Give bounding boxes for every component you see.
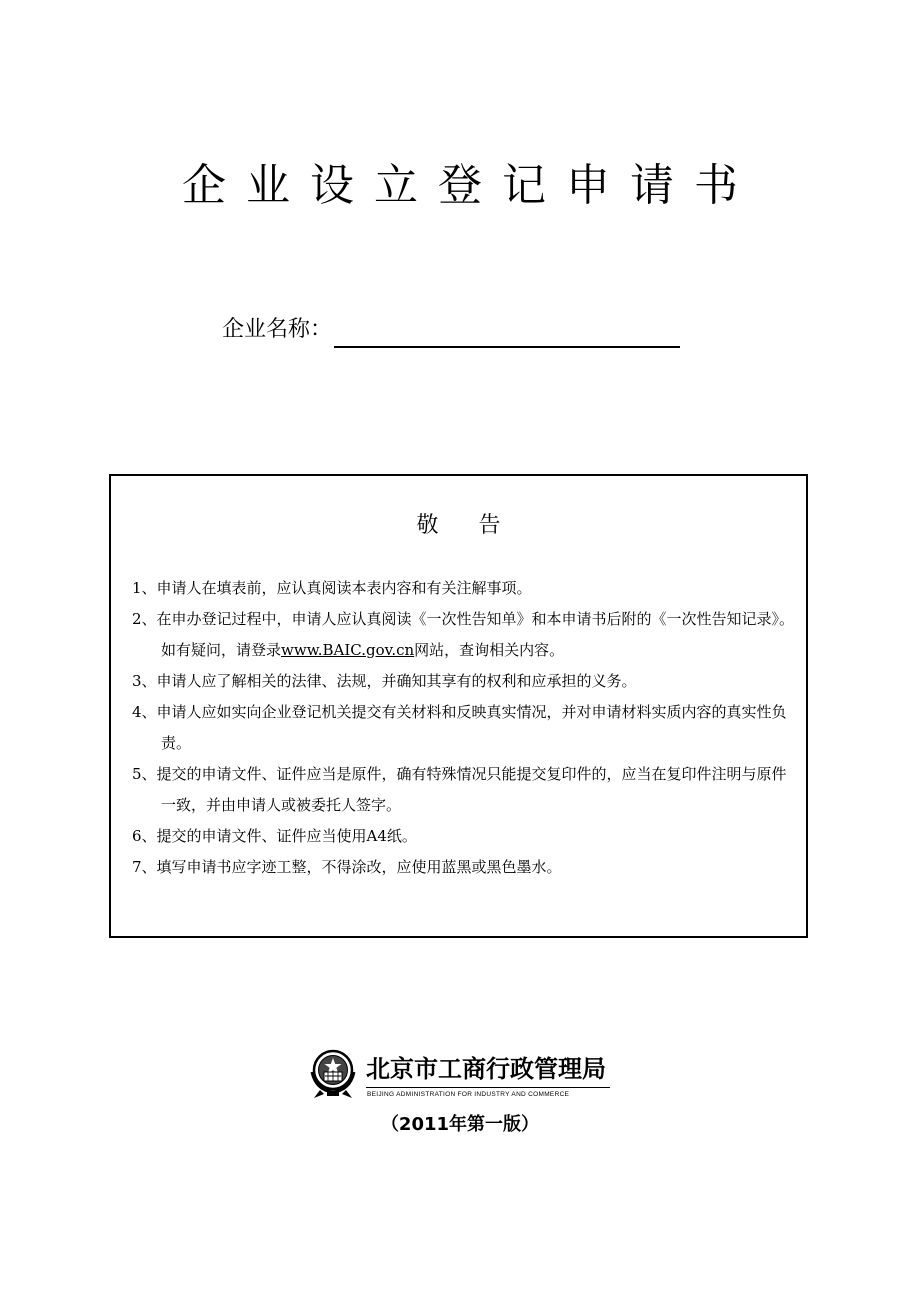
agency-name-english: BEIJING ADMINISTRATION FOR INDUSTRY AND COMMERCE bbox=[367, 1091, 570, 1098]
notice-box bbox=[109, 474, 808, 938]
edition-label: （2011年第一版） bbox=[380, 1114, 540, 1135]
notice-item-6: 6、提交的申请文件、证件应当使用A4纸。 bbox=[132, 827, 417, 845]
agency-divider bbox=[366, 1087, 610, 1088]
notice-list bbox=[132, 573, 796, 883]
notice-item-2 bbox=[132, 604, 796, 666]
notice-heading: 敬告 bbox=[416, 513, 541, 538]
document-title: 企业设立登记申请书 bbox=[182, 160, 758, 211]
notice-item-1: 1、申请人在填表前，应认真阅读本表内容和有关注解事项。 bbox=[132, 579, 532, 597]
notice-item-7: 7、填写申请书应字迹工整，不得涂改，应使用蓝黑或黑色墨水。 bbox=[132, 858, 562, 876]
notice-item-2-text-after: 网站，查询相关内容。 bbox=[414, 641, 565, 659]
company-name-row bbox=[222, 312, 680, 348]
agency-name-chinese: 北京市工商行政管理局 bbox=[366, 1055, 606, 1083]
company-name-blank-line bbox=[334, 316, 680, 348]
notice-item-2-text-before: 2、在申办登记过程中，申请人应认真阅读《一次性告知单》和本申请书后附的《一次性告知记录》。如有疑问，请登录 bbox=[132, 610, 795, 659]
baic-website-link[interactable]: www.BAIC.gov.cn bbox=[281, 641, 415, 659]
national-emblem-icon bbox=[308, 1048, 358, 1100]
notice-item-5: 5、提交的申请文件、证件应当是原件，确有特殊情况只能提交复印件的，应当在复印件注明与原件一致，并由申请人或被委托人签字。 bbox=[132, 765, 787, 814]
company-name-label: 企业名称： bbox=[222, 317, 333, 342]
notice-item-4: 4、申请人应如实向企业登记机关提交有关材料和反映真实情况，并对申请材料实质内容的真实性负责。 bbox=[132, 703, 787, 752]
notice-item-3: 3、申请人应了解相关的法律、法规，并确知其享有的权利和应承担的义务。 bbox=[132, 672, 637, 690]
